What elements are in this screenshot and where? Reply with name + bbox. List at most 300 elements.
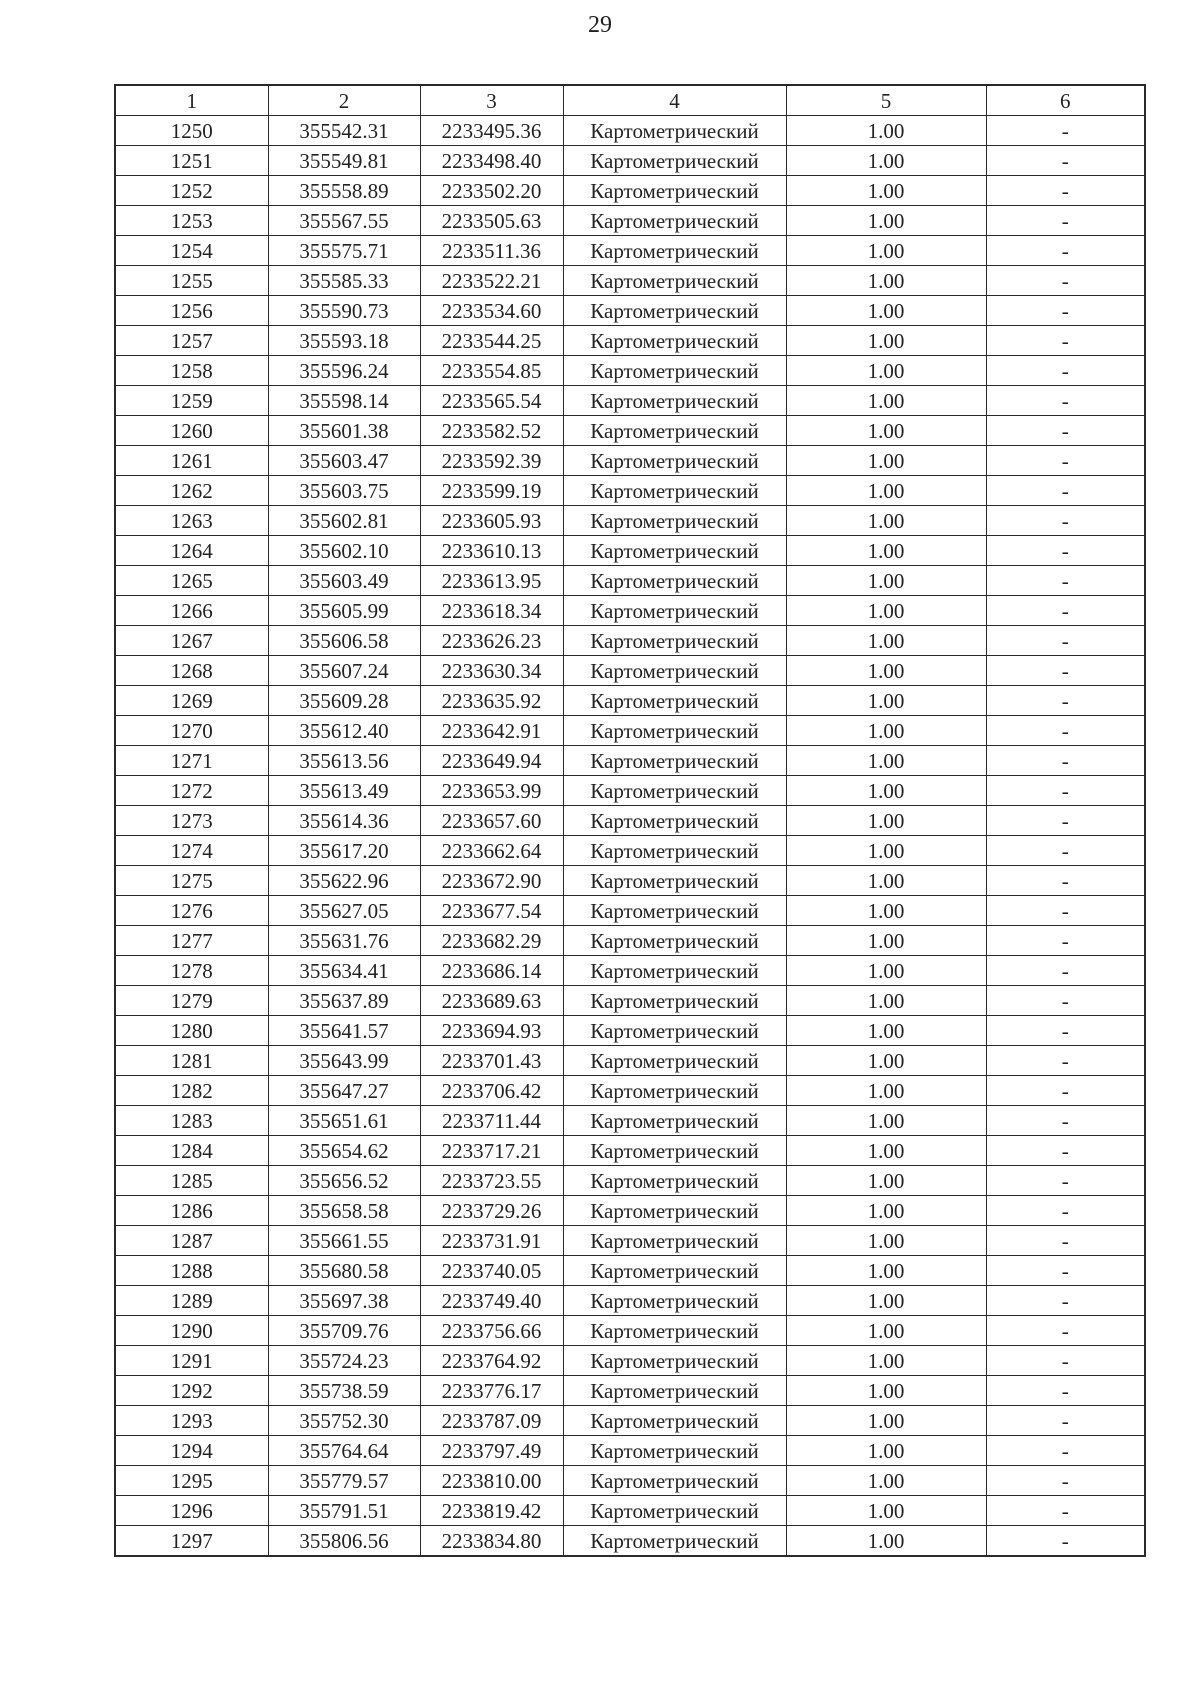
point-number-cell: 1273 xyxy=(115,806,268,836)
y-coordinate-cell: 2233701.43 xyxy=(420,1046,563,1076)
method-cell: Картометрический xyxy=(563,1466,786,1496)
accuracy-cell: 1.00 xyxy=(786,1316,986,1346)
point-number-cell: 1278 xyxy=(115,956,268,986)
y-coordinate-cell: 2233731.91 xyxy=(420,1226,563,1256)
table-row xyxy=(115,1436,1145,1466)
table-row xyxy=(115,776,1145,806)
point-number-cell: 1296 xyxy=(115,1496,268,1526)
y-coordinate-cell: 2233662.64 xyxy=(420,836,563,866)
description-cell: - xyxy=(986,176,1145,206)
point-number-cell: 1274 xyxy=(115,836,268,866)
x-coordinate-cell: 355764.64 xyxy=(268,1436,420,1466)
table-row xyxy=(115,656,1145,686)
description-cell: - xyxy=(986,716,1145,746)
point-number-cell: 1271 xyxy=(115,746,268,776)
description-cell: - xyxy=(986,776,1145,806)
description-cell: - xyxy=(986,596,1145,626)
x-coordinate-cell: 355752.30 xyxy=(268,1406,420,1436)
accuracy-cell: 1.00 xyxy=(786,656,986,686)
x-coordinate-cell: 355631.76 xyxy=(268,926,420,956)
accuracy-cell: 1.00 xyxy=(786,1376,986,1406)
accuracy-cell: 1.00 xyxy=(786,146,986,176)
description-cell: - xyxy=(986,986,1145,1016)
description-cell: - xyxy=(986,1196,1145,1226)
description-cell: - xyxy=(986,296,1145,326)
point-number-cell: 1290 xyxy=(115,1316,268,1346)
accuracy-cell: 1.00 xyxy=(786,1226,986,1256)
table-row xyxy=(115,386,1145,416)
y-coordinate-cell: 2233613.95 xyxy=(420,566,563,596)
method-cell: Картометрический xyxy=(563,626,786,656)
accuracy-cell: 1.00 xyxy=(786,896,986,926)
method-cell: Картометрический xyxy=(563,1346,786,1376)
point-number-cell: 1294 xyxy=(115,1436,268,1466)
method-cell: Картометрический xyxy=(563,1016,786,1046)
method-cell: Картометрический xyxy=(563,176,786,206)
accuracy-cell: 1.00 xyxy=(786,476,986,506)
y-coordinate-cell: 2233522.21 xyxy=(420,266,563,296)
description-cell: - xyxy=(986,356,1145,386)
x-coordinate-cell: 355709.76 xyxy=(268,1316,420,1346)
point-number-cell: 1265 xyxy=(115,566,268,596)
point-number-cell: 1287 xyxy=(115,1226,268,1256)
y-coordinate-cell: 2233694.93 xyxy=(420,1016,563,1046)
x-coordinate-cell: 355593.18 xyxy=(268,326,420,356)
table-row xyxy=(115,476,1145,506)
table-row xyxy=(115,206,1145,236)
y-coordinate-cell: 2233618.34 xyxy=(420,596,563,626)
table-row xyxy=(115,596,1145,626)
x-coordinate-cell: 355567.55 xyxy=(268,206,420,236)
accuracy-cell: 1.00 xyxy=(786,326,986,356)
y-coordinate-cell: 2233682.29 xyxy=(420,926,563,956)
accuracy-cell: 1.00 xyxy=(786,1106,986,1136)
y-coordinate-cell: 2233599.19 xyxy=(420,476,563,506)
description-cell: - xyxy=(986,1496,1145,1526)
method-cell: Картометрический xyxy=(563,1526,786,1557)
point-number-cell: 1280 xyxy=(115,1016,268,1046)
point-number-cell: 1257 xyxy=(115,326,268,356)
table-row xyxy=(115,566,1145,596)
y-coordinate-cell: 2233626.23 xyxy=(420,626,563,656)
table-row xyxy=(115,1346,1145,1376)
description-cell: - xyxy=(986,746,1145,776)
y-coordinate-cell: 2233534.60 xyxy=(420,296,563,326)
method-cell: Картометрический xyxy=(563,386,786,416)
y-coordinate-cell: 2233834.80 xyxy=(420,1526,563,1557)
description-cell: - xyxy=(986,1376,1145,1406)
accuracy-cell: 1.00 xyxy=(786,266,986,296)
table-row xyxy=(115,986,1145,1016)
description-cell: - xyxy=(986,1136,1145,1166)
column-header-5: 5 xyxy=(786,85,986,116)
accuracy-cell: 1.00 xyxy=(786,806,986,836)
y-coordinate-cell: 2233635.92 xyxy=(420,686,563,716)
method-cell: Картометрический xyxy=(563,116,786,146)
accuracy-cell: 1.00 xyxy=(786,1076,986,1106)
x-coordinate-cell: 355606.58 xyxy=(268,626,420,656)
description-cell: - xyxy=(986,926,1145,956)
table-row xyxy=(115,1016,1145,1046)
method-cell: Картометрический xyxy=(563,1106,786,1136)
point-number-cell: 1276 xyxy=(115,896,268,926)
x-coordinate-cell: 355558.89 xyxy=(268,176,420,206)
x-coordinate-cell: 355680.58 xyxy=(268,1256,420,1286)
description-cell: - xyxy=(986,506,1145,536)
y-coordinate-cell: 2233723.55 xyxy=(420,1166,563,1196)
accuracy-cell: 1.00 xyxy=(786,596,986,626)
description-cell: - xyxy=(986,1226,1145,1256)
description-cell: - xyxy=(986,476,1145,506)
description-cell: - xyxy=(986,146,1145,176)
point-number-cell: 1250 xyxy=(115,116,268,146)
description-cell: - xyxy=(986,1436,1145,1466)
description-cell: - xyxy=(986,1106,1145,1136)
x-coordinate-cell: 355641.57 xyxy=(268,1016,420,1046)
point-number-cell: 1279 xyxy=(115,986,268,1016)
description-cell: - xyxy=(986,956,1145,986)
table-row xyxy=(115,266,1145,296)
x-coordinate-cell: 355612.40 xyxy=(268,716,420,746)
method-cell: Картометрический xyxy=(563,266,786,296)
x-coordinate-cell: 355542.31 xyxy=(268,116,420,146)
description-cell: - xyxy=(986,1046,1145,1076)
description-cell: - xyxy=(986,626,1145,656)
y-coordinate-cell: 2233740.05 xyxy=(420,1256,563,1286)
description-cell: - xyxy=(986,566,1145,596)
table-row xyxy=(115,1106,1145,1136)
x-coordinate-cell: 355806.56 xyxy=(268,1526,420,1557)
x-coordinate-cell: 355724.23 xyxy=(268,1346,420,1376)
table-row xyxy=(115,1316,1145,1346)
method-cell: Картометрический xyxy=(563,236,786,266)
method-cell: Картометрический xyxy=(563,1286,786,1316)
table-row xyxy=(115,446,1145,476)
x-coordinate-cell: 355602.81 xyxy=(268,506,420,536)
table-row xyxy=(115,896,1145,926)
x-coordinate-cell: 355697.38 xyxy=(268,1286,420,1316)
x-coordinate-cell: 355637.89 xyxy=(268,986,420,1016)
x-coordinate-cell: 355643.99 xyxy=(268,1046,420,1076)
method-cell: Картометрический xyxy=(563,566,786,596)
accuracy-cell: 1.00 xyxy=(786,386,986,416)
table-row xyxy=(115,836,1145,866)
accuracy-cell: 1.00 xyxy=(786,716,986,746)
y-coordinate-cell: 2233554.85 xyxy=(420,356,563,386)
point-number-cell: 1277 xyxy=(115,926,268,956)
x-coordinate-cell: 355791.51 xyxy=(268,1496,420,1526)
point-number-cell: 1293 xyxy=(115,1406,268,1436)
accuracy-cell: 1.00 xyxy=(786,956,986,986)
table-row xyxy=(115,956,1145,986)
accuracy-cell: 1.00 xyxy=(786,866,986,896)
method-cell: Картометрический xyxy=(563,1136,786,1166)
method-cell: Картометрический xyxy=(563,866,786,896)
x-coordinate-cell: 355656.52 xyxy=(268,1166,420,1196)
y-coordinate-cell: 2233605.93 xyxy=(420,506,563,536)
description-cell: - xyxy=(986,1016,1145,1046)
method-cell: Картометрический xyxy=(563,476,786,506)
x-coordinate-cell: 355661.55 xyxy=(268,1226,420,1256)
y-coordinate-cell: 2233610.13 xyxy=(420,536,563,566)
description-cell: - xyxy=(986,1406,1145,1436)
point-number-cell: 1254 xyxy=(115,236,268,266)
point-number-cell: 1281 xyxy=(115,1046,268,1076)
point-number-cell: 1297 xyxy=(115,1526,268,1557)
method-cell: Картометрический xyxy=(563,896,786,926)
column-header-4: 4 xyxy=(563,85,786,116)
y-coordinate-cell: 2233797.49 xyxy=(420,1436,563,1466)
description-cell: - xyxy=(986,866,1145,896)
table-row xyxy=(115,1226,1145,1256)
y-coordinate-cell: 2233819.42 xyxy=(420,1496,563,1526)
method-cell: Картометрический xyxy=(563,1376,786,1406)
table-body xyxy=(115,116,1145,1557)
accuracy-cell: 1.00 xyxy=(786,986,986,1016)
point-number-cell: 1255 xyxy=(115,266,268,296)
table-row xyxy=(115,1076,1145,1106)
y-coordinate-cell: 2233787.09 xyxy=(420,1406,563,1436)
point-number-cell: 1253 xyxy=(115,206,268,236)
x-coordinate-cell: 355658.58 xyxy=(268,1196,420,1226)
y-coordinate-cell: 2233711.44 xyxy=(420,1106,563,1136)
accuracy-cell: 1.00 xyxy=(786,536,986,566)
x-coordinate-cell: 355603.49 xyxy=(268,566,420,596)
table-row xyxy=(115,926,1145,956)
description-cell: - xyxy=(986,1256,1145,1286)
accuracy-cell: 1.00 xyxy=(786,236,986,266)
point-number-cell: 1262 xyxy=(115,476,268,506)
y-coordinate-cell: 2233582.52 xyxy=(420,416,563,446)
point-number-cell: 1252 xyxy=(115,176,268,206)
x-coordinate-cell: 355779.57 xyxy=(268,1466,420,1496)
y-coordinate-cell: 2233749.40 xyxy=(420,1286,563,1316)
x-coordinate-cell: 355590.73 xyxy=(268,296,420,326)
y-coordinate-cell: 2233495.36 xyxy=(420,116,563,146)
y-coordinate-cell: 2233642.91 xyxy=(420,716,563,746)
point-number-cell: 1291 xyxy=(115,1346,268,1376)
point-number-cell: 1289 xyxy=(115,1286,268,1316)
accuracy-cell: 1.00 xyxy=(786,1196,986,1226)
point-number-cell: 1292 xyxy=(115,1376,268,1406)
x-coordinate-cell: 355654.62 xyxy=(268,1136,420,1166)
y-coordinate-cell: 2233565.54 xyxy=(420,386,563,416)
page-number: 29 xyxy=(588,12,612,38)
table-row xyxy=(115,686,1145,716)
table-row xyxy=(115,296,1145,326)
x-coordinate-cell: 355601.38 xyxy=(268,416,420,446)
table-row xyxy=(115,1196,1145,1226)
accuracy-cell: 1.00 xyxy=(786,1346,986,1376)
method-cell: Картометрический xyxy=(563,536,786,566)
x-coordinate-cell: 355585.33 xyxy=(268,266,420,296)
point-number-cell: 1260 xyxy=(115,416,268,446)
description-cell: - xyxy=(986,266,1145,296)
description-cell: - xyxy=(986,326,1145,356)
table-row xyxy=(115,116,1145,146)
point-number-cell: 1275 xyxy=(115,866,268,896)
accuracy-cell: 1.00 xyxy=(786,506,986,536)
table-row xyxy=(115,626,1145,656)
y-coordinate-cell: 2233592.39 xyxy=(420,446,563,476)
point-number-cell: 1295 xyxy=(115,1466,268,1496)
table-row xyxy=(115,1136,1145,1166)
method-cell: Картометрический xyxy=(563,776,786,806)
accuracy-cell: 1.00 xyxy=(786,1526,986,1557)
accuracy-cell: 1.00 xyxy=(786,1436,986,1466)
method-cell: Картометрический xyxy=(563,1046,786,1076)
y-coordinate-cell: 2233498.40 xyxy=(420,146,563,176)
y-coordinate-cell: 2233756.66 xyxy=(420,1316,563,1346)
point-number-cell: 1261 xyxy=(115,446,268,476)
point-number-cell: 1269 xyxy=(115,686,268,716)
y-coordinate-cell: 2233653.99 xyxy=(420,776,563,806)
description-cell: - xyxy=(986,1286,1145,1316)
method-cell: Картометрический xyxy=(563,596,786,626)
method-cell: Картометрический xyxy=(563,836,786,866)
y-coordinate-cell: 2233677.54 xyxy=(420,896,563,926)
accuracy-cell: 1.00 xyxy=(786,446,986,476)
method-cell: Картометрический xyxy=(563,356,786,386)
table-row xyxy=(115,536,1145,566)
point-number-cell: 1267 xyxy=(115,626,268,656)
y-coordinate-cell: 2233544.25 xyxy=(420,326,563,356)
method-cell: Картометрический xyxy=(563,206,786,236)
x-coordinate-cell: 355613.49 xyxy=(268,776,420,806)
x-coordinate-cell: 355575.71 xyxy=(268,236,420,266)
description-cell: - xyxy=(986,806,1145,836)
accuracy-cell: 1.00 xyxy=(786,1136,986,1166)
x-coordinate-cell: 355647.27 xyxy=(268,1076,420,1106)
point-number-cell: 1266 xyxy=(115,596,268,626)
table-row xyxy=(115,236,1145,266)
x-coordinate-cell: 355622.96 xyxy=(268,866,420,896)
method-cell: Картометрический xyxy=(563,926,786,956)
method-cell: Картометрический xyxy=(563,986,786,1016)
point-number-cell: 1285 xyxy=(115,1166,268,1196)
point-number-cell: 1284 xyxy=(115,1136,268,1166)
description-cell: - xyxy=(986,386,1145,416)
y-coordinate-cell: 2233502.20 xyxy=(420,176,563,206)
table-row xyxy=(115,1376,1145,1406)
method-cell: Картометрический xyxy=(563,956,786,986)
point-number-cell: 1282 xyxy=(115,1076,268,1106)
x-coordinate-cell: 355617.20 xyxy=(268,836,420,866)
description-cell: - xyxy=(986,1526,1145,1557)
method-cell: Картометрический xyxy=(563,746,786,776)
accuracy-cell: 1.00 xyxy=(786,926,986,956)
description-cell: - xyxy=(986,1166,1145,1196)
table-row xyxy=(115,1046,1145,1076)
accuracy-cell: 1.00 xyxy=(786,1286,986,1316)
method-cell: Картометрический xyxy=(563,416,786,446)
table-row xyxy=(115,1166,1145,1196)
point-number-cell: 1251 xyxy=(115,146,268,176)
description-cell: - xyxy=(986,416,1145,446)
point-number-cell: 1286 xyxy=(115,1196,268,1226)
x-coordinate-cell: 355603.75 xyxy=(268,476,420,506)
point-number-cell: 1259 xyxy=(115,386,268,416)
description-cell: - xyxy=(986,236,1145,266)
y-coordinate-cell: 2233729.26 xyxy=(420,1196,563,1226)
method-cell: Картометрический xyxy=(563,326,786,356)
table-row xyxy=(115,146,1145,176)
column-header-2: 2 xyxy=(268,85,420,116)
method-cell: Картометрический xyxy=(563,146,786,176)
y-coordinate-cell: 2233649.94 xyxy=(420,746,563,776)
y-coordinate-cell: 2233657.60 xyxy=(420,806,563,836)
description-cell: - xyxy=(986,1346,1145,1376)
description-cell: - xyxy=(986,896,1145,926)
accuracy-cell: 1.00 xyxy=(786,1256,986,1286)
column-header-6: 6 xyxy=(986,85,1145,116)
accuracy-cell: 1.00 xyxy=(786,1046,986,1076)
point-number-cell: 1263 xyxy=(115,506,268,536)
y-coordinate-cell: 2233764.92 xyxy=(420,1346,563,1376)
y-coordinate-cell: 2233689.63 xyxy=(420,986,563,1016)
point-number-cell: 1258 xyxy=(115,356,268,386)
accuracy-cell: 1.00 xyxy=(786,686,986,716)
y-coordinate-cell: 2233686.14 xyxy=(420,956,563,986)
method-cell: Картометрический xyxy=(563,1166,786,1196)
table-row xyxy=(115,326,1145,356)
accuracy-cell: 1.00 xyxy=(786,416,986,446)
method-cell: Картометрический xyxy=(563,1196,786,1226)
x-coordinate-cell: 355634.41 xyxy=(268,956,420,986)
point-number-cell: 1256 xyxy=(115,296,268,326)
accuracy-cell: 1.00 xyxy=(786,1466,986,1496)
table-row xyxy=(115,356,1145,386)
table-row xyxy=(115,716,1145,746)
description-cell: - xyxy=(986,656,1145,686)
accuracy-cell: 1.00 xyxy=(786,1166,986,1196)
x-coordinate-cell: 355613.56 xyxy=(268,746,420,776)
accuracy-cell: 1.00 xyxy=(786,116,986,146)
y-coordinate-cell: 2233505.63 xyxy=(420,206,563,236)
method-cell: Картометрический xyxy=(563,446,786,476)
x-coordinate-cell: 355607.24 xyxy=(268,656,420,686)
accuracy-cell: 1.00 xyxy=(786,566,986,596)
column-header-3: 3 xyxy=(420,85,563,116)
accuracy-cell: 1.00 xyxy=(786,1496,986,1526)
accuracy-cell: 1.00 xyxy=(786,626,986,656)
y-coordinate-cell: 2233672.90 xyxy=(420,866,563,896)
table-header-row xyxy=(115,85,1145,116)
table-row xyxy=(115,1256,1145,1286)
y-coordinate-cell: 2233630.34 xyxy=(420,656,563,686)
table-row xyxy=(115,1406,1145,1436)
method-cell: Картометрический xyxy=(563,296,786,326)
x-coordinate-cell: 355549.81 xyxy=(268,146,420,176)
method-cell: Картометрический xyxy=(563,716,786,746)
x-coordinate-cell: 355651.61 xyxy=(268,1106,420,1136)
table-row xyxy=(115,416,1145,446)
table-row xyxy=(115,866,1145,896)
accuracy-cell: 1.00 xyxy=(786,1016,986,1046)
accuracy-cell: 1.00 xyxy=(786,356,986,386)
table-header xyxy=(115,85,1145,116)
x-coordinate-cell: 355609.28 xyxy=(268,686,420,716)
description-cell: - xyxy=(986,1316,1145,1346)
description-cell: - xyxy=(986,1076,1145,1106)
point-number-cell: 1268 xyxy=(115,656,268,686)
column-header-1: 1 xyxy=(115,85,268,116)
method-cell: Картометрический xyxy=(563,686,786,716)
table-row xyxy=(115,806,1145,836)
method-cell: Картометрический xyxy=(563,506,786,536)
accuracy-cell: 1.00 xyxy=(786,776,986,806)
y-coordinate-cell: 2233706.42 xyxy=(420,1076,563,1106)
